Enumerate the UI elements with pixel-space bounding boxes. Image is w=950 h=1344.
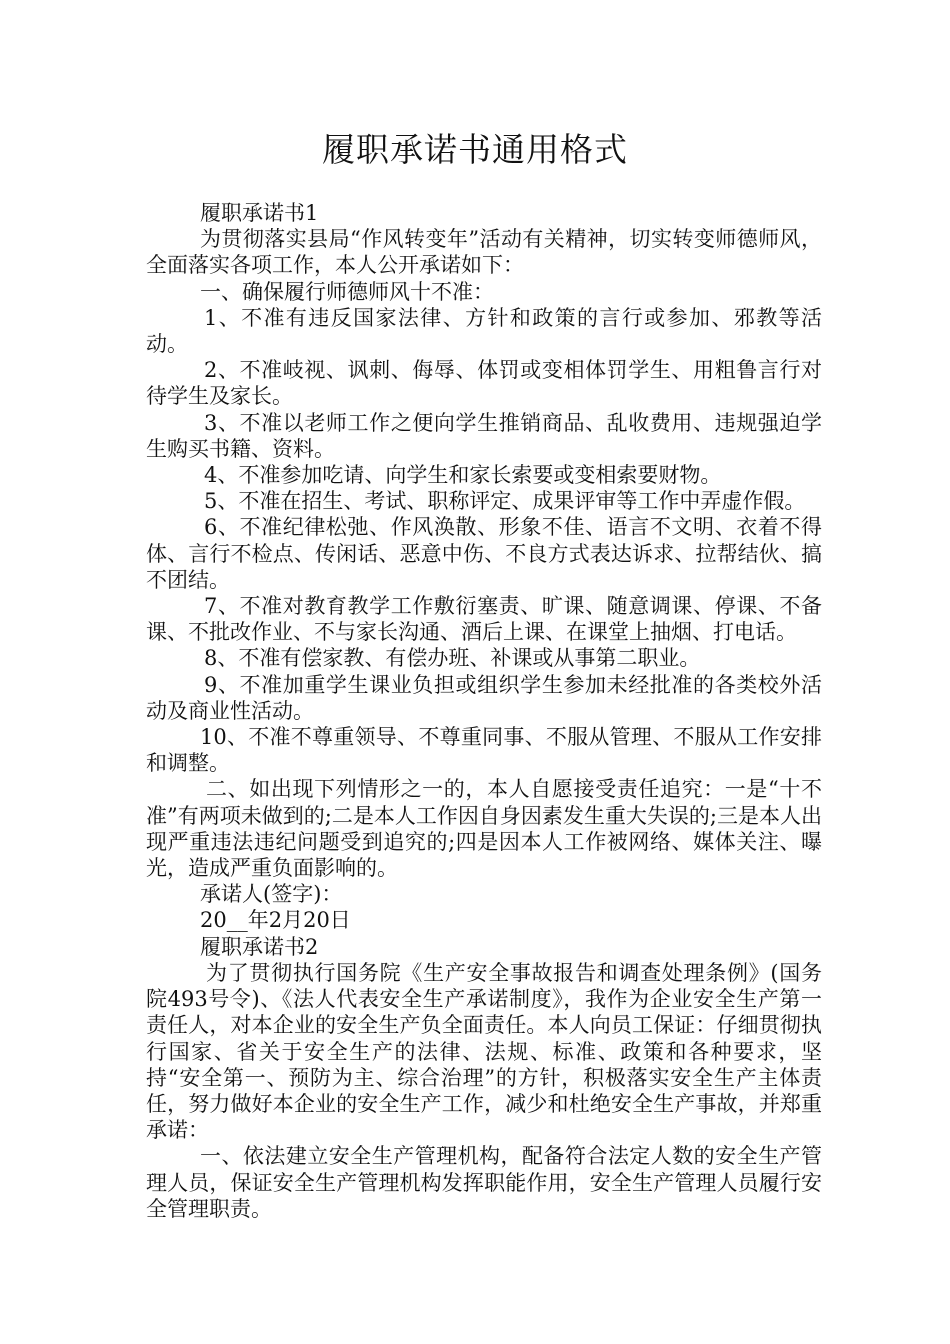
paragraph-rule-6: 6、不准纪律松弛、作风涣散、形象不佳、语言不文明、衣着不得体、言行不检点、传闲话、恶意中伤、不良方式表达诉求、拉帮结伙、搞不团结。: [146, 515, 822, 592]
signature-line: 承诺人(签字)：: [200, 882, 343, 907]
paragraph-rule-4: 4、不准参加吃请、向学生和家长索要或变相索要财物。: [204, 463, 722, 488]
section-heading-2: 履职承诺书2: [200, 934, 319, 959]
paragraph-rule-3: 3、不准以老师工作之便向学生推销商品、乱收费用、违规强迫学生购买书籍、资料。: [146, 410, 822, 461]
paragraph-rule-5: 5、不准在招生、考试、职称评定、成果评审等工作中弄虚作假。: [204, 489, 806, 514]
paragraph-intro-1: 为贯彻落实县局“作风转变年”活动有关精神，切实转变师德师风，全面落实各项工作，本人公开承诺如下：: [146, 227, 822, 278]
paragraph-rule-1: 1、不准有违反国家法律、方针和政策的言行或参加、邪教等活动。: [146, 305, 822, 357]
paragraph-rule-7: 7、不准对教育教学工作敷衍塞责、旷课、随意调课、停课、不备课、不批改作业、不与家长沟通、酒后上课、在课堂上抽烟、打电话。: [146, 594, 822, 645]
paragraph-accountability: 二、如出现下列情形之一的，本人自愿接受责任追究：一是“十不准”有两项未做到的;二是本人工作因自身因素发生重大失误的;三是本人出现严重违法违纪问题受到追究的;四是因本人工作被网络、媒体关注、曝光，造成严重负面影响的。: [146, 777, 822, 881]
paragraph-rule-10: 10、不准不尊重领导、不尊重同事、不服从管理、不服从工作安排和调整。: [146, 725, 822, 776]
paragraph-intro-2: 为了贯彻执行国务院《生产安全事故报告和调查处理条例》(国务院493号令)、《法人代表安全生产承诺制度》，我作为企业安全生产第一责任人，对本企业的安全生产负全面责任。本人向员工保证：仔细贯彻执行国家、省关于安全生产的法律、法规、标准、政策和各种要求，坚持“安全第一、预防为主、综合治理”的方针，积极落实安全生产主体责任，努力做好本企业的安全生产工作，减少和杜绝安全生产事故，并郑重承诺：: [146, 960, 822, 1143]
section-heading-1: 履职承诺书1: [200, 201, 319, 225]
date-line: 20__年2月20日: [200, 908, 351, 933]
paragraph-rule-9: 9、不准加重学生课业负担或组织学生参加未经批准的各类校外活动及商业性活动。: [146, 672, 822, 723]
document-body: [146, 200, 822, 1222]
paragraph-clause-heading: 一、确保履行师德师风十不准：: [200, 279, 494, 304]
paragraph-rule-8: 8、不准有偿家教、有偿办班、补课或从事第二职业。: [204, 646, 701, 671]
paragraph-rule-2: 2、不准岐视、讽刺、侮辱、体罚或变相体罚学生、用粗鲁言行对待学生及家长。: [146, 358, 822, 409]
document-title: 履职承诺书通用格式: [322, 130, 628, 169]
paragraph-commitment-1: 一、依法建立安全生产管理机构，配备符合法定人数的安全生产管理人员，保证安全生产管理机构发挥职能作用，安全生产管理人员履行安全管理职责。: [146, 1144, 822, 1221]
